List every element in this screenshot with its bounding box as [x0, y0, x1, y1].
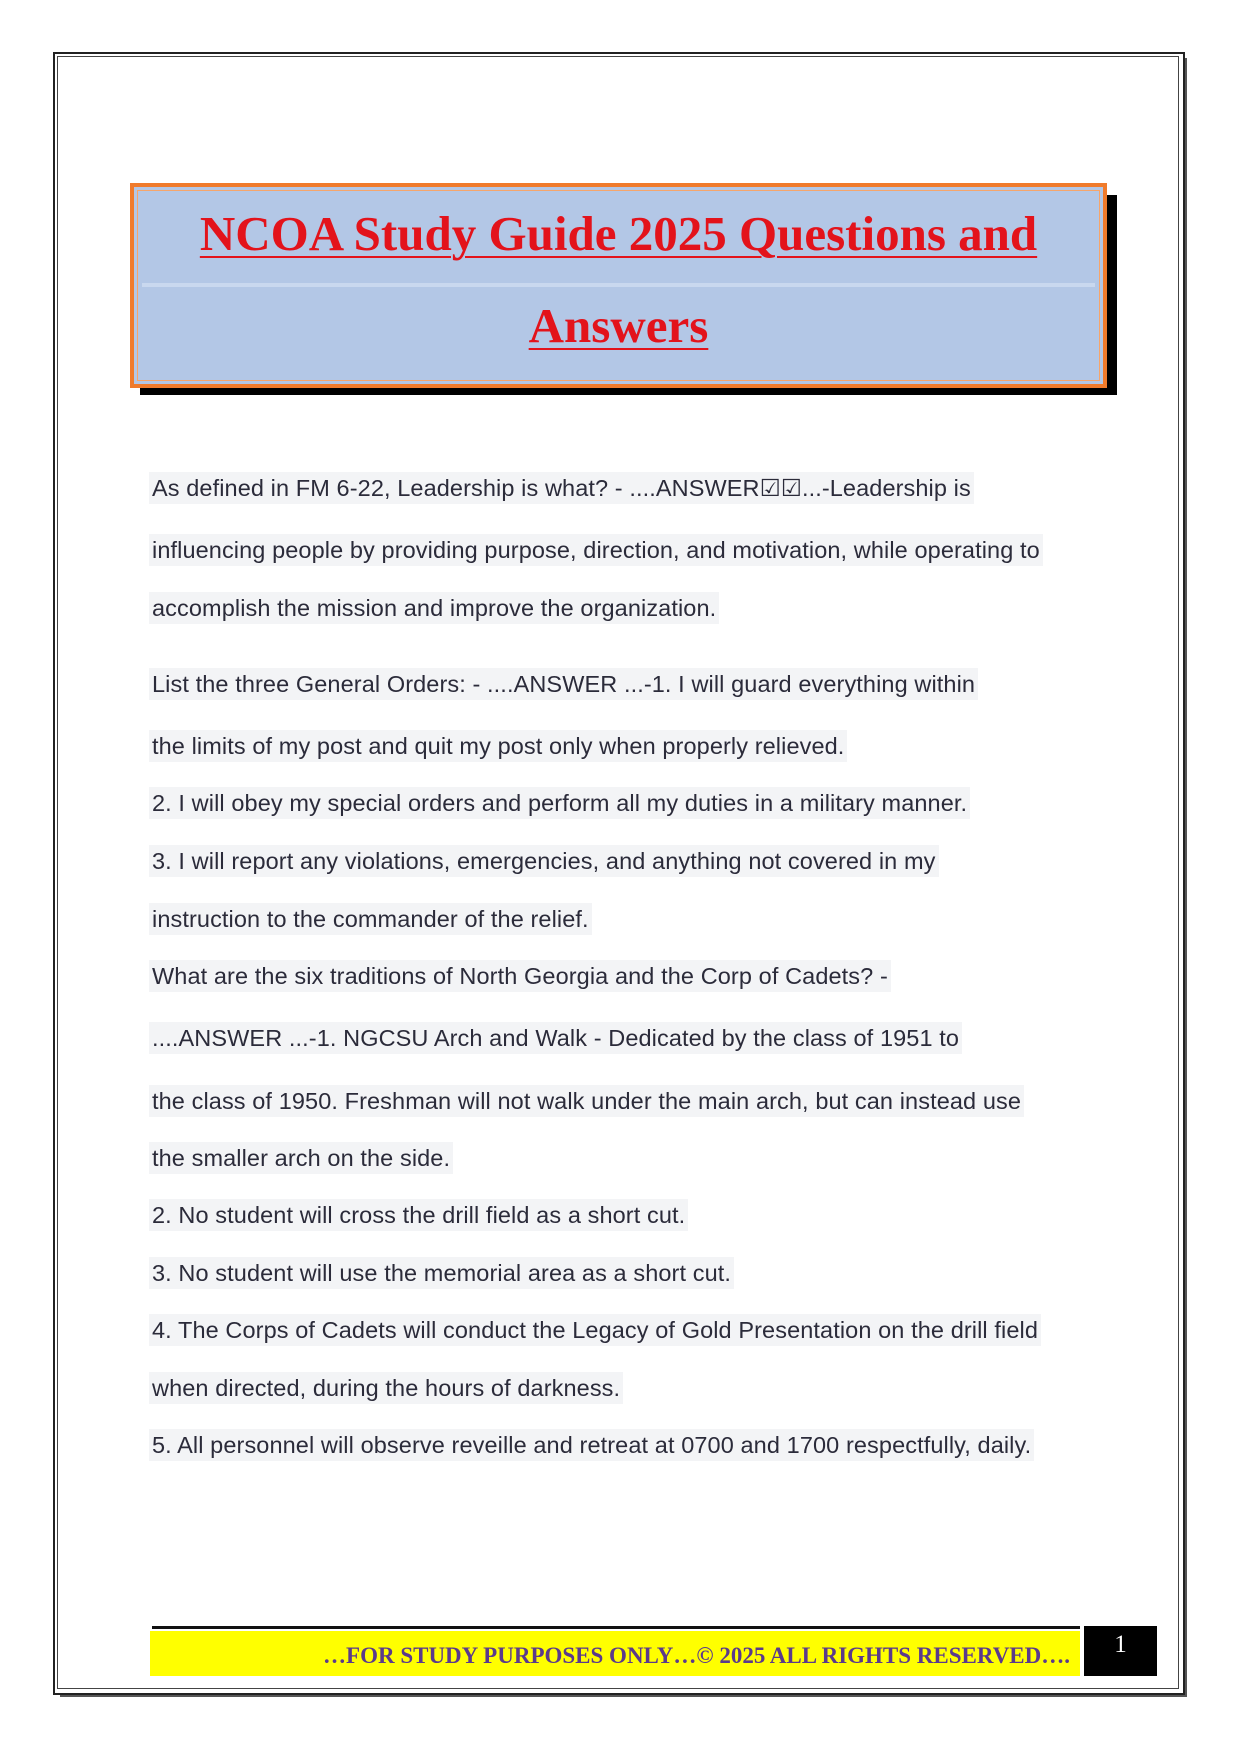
body-line: 3. No student will use the memorial area as a short cut. — [149, 1257, 734, 1289]
footer-notice: …FOR STUDY PURPOSES ONLY…© 2025 ALL RIGHTS RESERVED…. — [323, 1643, 1070, 1668]
body-line: 2. No student will cross the drill field as a short cut. — [149, 1199, 688, 1231]
body-line: the smaller arch on the side. — [149, 1142, 453, 1174]
body-line: when directed, during the hours of darkness. — [149, 1372, 623, 1404]
body-line: 3. I will report any violations, emergencies, and anything not covered in my — [149, 845, 939, 877]
body-line: instruction to the commander of the relief. — [149, 903, 592, 935]
body-line: 5. All personnel will observe reveille and retreat at 0700 and 1700 respectfully, daily. — [149, 1429, 1034, 1461]
document-title-line-2: Answers — [528, 298, 709, 353]
body-line: ....ANSWER ...-1. NGCSU Arch and Walk - Dedicated by the class of 1951 to — [149, 1022, 962, 1054]
body-line: influencing people by providing purpose, direction, and motivation, while operating to — [149, 534, 1043, 566]
body-line: the limits of my post and quit my post only when properly relieved. — [149, 730, 847, 762]
body-line: As defined in FM 6-22, Leadership is what? - ....ANSWER☑☑...-Leadership is — [149, 472, 974, 504]
body-line: accomplish the mission and improve the organization. — [149, 592, 719, 624]
title-box-divider — [142, 283, 1095, 287]
title-box — [130, 183, 1107, 388]
body-line: 4. The Corps of Cadets will conduct the Legacy of Gold Presentation on the drill field — [149, 1314, 1041, 1346]
page-number: 1 — [1084, 1626, 1157, 1676]
body-line: the class of 1950. Freshman will not walk under the main arch, but can instead use — [149, 1085, 1024, 1117]
body-line: 2. I will obey my special orders and perform all my duties in a military manner. — [149, 787, 970, 819]
document-title-line-1: NCOA Study Guide 2025 Questions and — [199, 206, 1038, 261]
footer-rule — [152, 1626, 1080, 1629]
body-line: What are the six traditions of North Georgia and the Corp of Cadets? - — [149, 960, 891, 992]
body-line: List the three General Orders: - ....ANSWER ...-1. I will guard everything within — [149, 668, 978, 700]
